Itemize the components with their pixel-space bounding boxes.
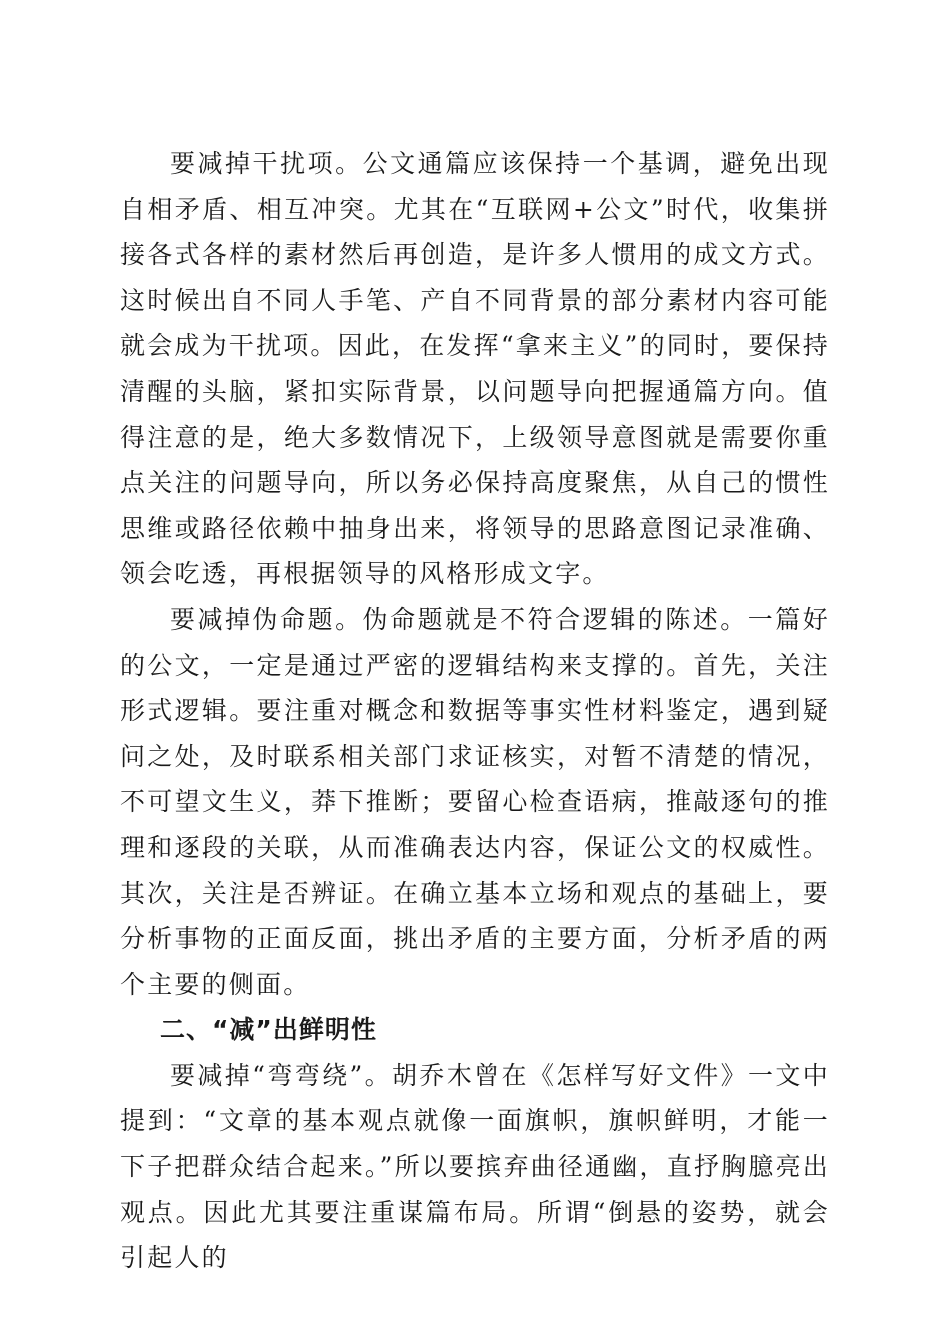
paragraph-detour: 要减掉“弯弯绕”。胡乔木曾在《怎样写好文件》一文中提到：“文章的基本观点就像一面旗帜，旗帜鲜明，才能一下子把群众结合起来。”所以要摈弃曲径通幽，直抒胸臆亮出观点。因此尤其要注重谋篇布局。所谓“倒悬的姿势，就会引起人的: [120, 1060, 830, 1273]
paragraph-false-proposition: 要减掉伪命题。伪命题就是不符合逻辑的陈述。一篇好的公文，一定是通过严密的逻辑结构来支撑的。首先，关注形式逻辑。要注重对概念和数据等事实性材料鉴定，遇到疑问之处，及时联系相关部门求证核实，对暂不清楚的情况，不可望文生义，莽下推断；要留心检查语病，推敲逐句的推理和逐段的关联，从而准确表达内容，保证公文的权威性。其次，关注是否辨证。在确立基本立场和观点的基础上，要分析事物的正面反面，挑出矛盾的主要方面，分析矛盾的两个主要的侧面。: [120, 604, 830, 999]
document-body: [120, 141, 830, 1281]
section-heading: 二、“减”出鲜明性: [160, 1015, 377, 1045]
paragraph-interference: 要减掉干扰项。公文通篇应该保持一个基调，避免出现自相矛盾、相互冲突。尤其在“互联网+公文”时代，收集拼接各式各样的素材然后再创造，是许多人惯用的成文方式。这时候出自不同人手笔、产自不同背景的部分素材内容可能就会成为干扰项。因此，在发挥“拿来主义”的同时，要保持清醒的头脑，紧扣实际背景，以问题导向把握通篇方向。值得注意的是，绝大多数情况下，上级领导意图就是需要你重点关注的问题导向，所以务必保持高度聚焦，从自己的惯性思维或路径依赖中抽身出来，将领导的思路意图记录准确、领会吃透，再根据领导的风格形成文字。: [120, 149, 830, 589]
